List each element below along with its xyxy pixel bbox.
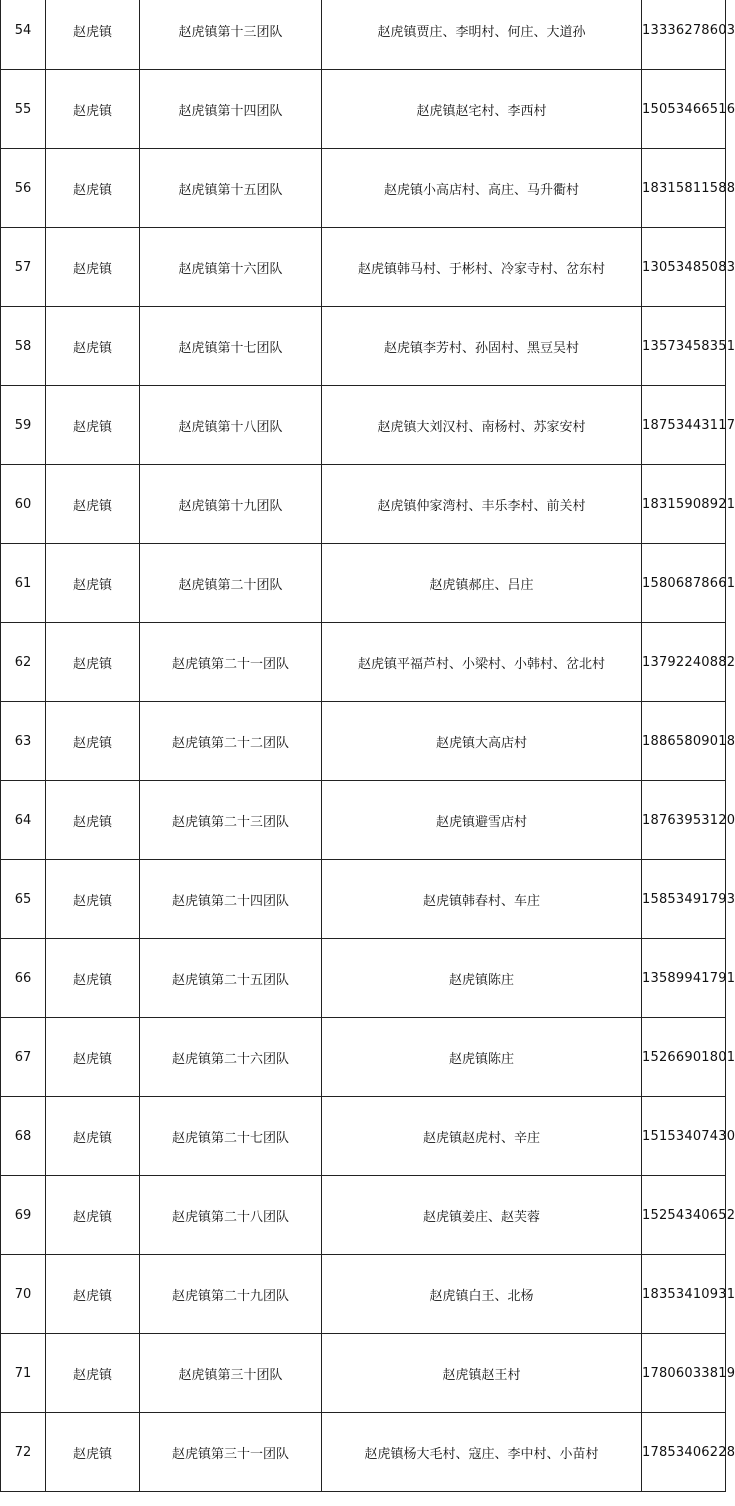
- team-cell: 赵虎镇第十七团队: [140, 307, 322, 386]
- service-area-cell: 赵虎镇仲家湾村、丰乐李村、前关村: [322, 465, 642, 544]
- service-area-cell: 赵虎镇韩春村、车庄: [322, 860, 642, 939]
- team-cell: 赵虎镇第十九团队: [140, 465, 322, 544]
- phone-cell: 13792240882: [642, 623, 726, 702]
- row-number-cell: 58: [1, 307, 46, 386]
- service-area-cell: 赵虎镇陈庄: [322, 939, 642, 1018]
- town-cell: 赵虎镇: [46, 228, 140, 307]
- row-number-cell: 60: [1, 465, 46, 544]
- row-number-cell: 56: [1, 149, 46, 228]
- team-cell: 赵虎镇第十三团队: [140, 0, 322, 70]
- town-cell: 赵虎镇: [46, 1097, 140, 1176]
- town-cell: 赵虎镇: [46, 623, 140, 702]
- service-area-cell: 赵虎镇赵王村: [322, 1334, 642, 1413]
- table-row: [1, 386, 726, 465]
- row-number-cell: 66: [1, 939, 46, 1018]
- team-cell: 赵虎镇第二十八团队: [140, 1176, 322, 1255]
- town-cell: 赵虎镇: [46, 702, 140, 781]
- service-area-cell: 赵虎镇大高店村: [322, 702, 642, 781]
- row-number-cell: 59: [1, 386, 46, 465]
- town-cell: 赵虎镇: [46, 1334, 140, 1413]
- table-row: [1, 1176, 726, 1255]
- service-area-cell: 赵虎镇大刘汉村、南杨村、苏家安村: [322, 386, 642, 465]
- team-cell: 赵虎镇第十六团队: [140, 228, 322, 307]
- town-cell: 赵虎镇: [46, 860, 140, 939]
- phone-cell: 18753443117: [642, 386, 726, 465]
- phone-cell: 15266901801: [642, 1018, 726, 1097]
- table-row: [1, 70, 726, 149]
- phone-cell: 13336278603: [642, 0, 726, 70]
- town-cell: 赵虎镇: [46, 149, 140, 228]
- service-area-cell: 赵虎镇韩马村、于彬村、冷家寺村、岔东村: [322, 228, 642, 307]
- row-number-cell: 61: [1, 544, 46, 623]
- town-cell: 赵虎镇: [46, 1413, 140, 1492]
- roster-body: [1, 0, 735, 1492]
- phone-cell: 18353410931: [642, 1255, 726, 1334]
- service-area-cell: 赵虎镇小高店村、高庄、马升衢村: [322, 149, 642, 228]
- team-cell: 赵虎镇第二十三团队: [140, 781, 322, 860]
- row-number-cell: 57: [1, 228, 46, 307]
- service-area-cell: 赵虎镇郝庄、吕庄: [322, 544, 642, 623]
- town-cell: 赵虎镇: [46, 307, 140, 386]
- town-cell: 赵虎镇: [46, 544, 140, 623]
- phone-cell: 15254340652: [642, 1176, 726, 1255]
- phone-cell: 18315811588: [642, 149, 726, 228]
- team-cell: 赵虎镇第二十四团队: [140, 860, 322, 939]
- phone-cell: 15853491793: [642, 860, 726, 939]
- team-cell: 赵虎镇第二十六团队: [140, 1018, 322, 1097]
- service-area-cell: 赵虎镇避雪店村: [322, 781, 642, 860]
- phone-cell: 15053466516: [642, 70, 726, 149]
- team-cell: 赵虎镇第二十二团队: [140, 702, 322, 781]
- team-cell: 赵虎镇第十五团队: [140, 149, 322, 228]
- team-cell: 赵虎镇第十四团队: [140, 70, 322, 149]
- table-row: [1, 544, 726, 623]
- team-cell: 赵虎镇第二十团队: [140, 544, 322, 623]
- row-number-cell: 62: [1, 623, 46, 702]
- table-row: [1, 149, 726, 228]
- row-number-cell: 65: [1, 860, 46, 939]
- service-area-cell: 赵虎镇杨大毛村、寇庄、李中村、小苗村: [322, 1413, 642, 1492]
- phone-cell: 17806033819: [642, 1334, 726, 1413]
- row-number-cell: 67: [1, 1018, 46, 1097]
- town-cell: 赵虎镇: [46, 465, 140, 544]
- row-number-cell: 69: [1, 1176, 46, 1255]
- team-cell: 赵虎镇第三十一团队: [140, 1413, 322, 1492]
- table-row: [1, 1097, 726, 1176]
- table-row: [1, 1255, 726, 1334]
- table-row: [1, 623, 726, 702]
- table-row: [1, 860, 726, 939]
- row-number-cell: 68: [1, 1097, 46, 1176]
- town-cell: 赵虎镇: [46, 70, 140, 149]
- table-row: [1, 781, 726, 860]
- table-row: [1, 228, 726, 307]
- service-area-cell: 赵虎镇赵宅村、李西村: [322, 70, 642, 149]
- team-cell: 赵虎镇第二十七团队: [140, 1097, 322, 1176]
- service-area-cell: 赵虎镇贾庄、李明村、何庄、大道孙: [322, 0, 642, 70]
- service-area-cell: 赵虎镇赵虎村、辛庄: [322, 1097, 642, 1176]
- row-number-cell: 71: [1, 1334, 46, 1413]
- town-cell: 赵虎镇: [46, 1255, 140, 1334]
- town-cell: 赵虎镇: [46, 0, 140, 70]
- town-cell: 赵虎镇: [46, 1176, 140, 1255]
- phone-cell: 18315908921: [642, 465, 726, 544]
- row-number-cell: 54: [1, 0, 46, 70]
- town-cell: 赵虎镇: [46, 939, 140, 1018]
- phone-cell: 15153407430: [642, 1097, 726, 1176]
- phone-cell: 13589941791: [642, 939, 726, 1018]
- row-number-cell: 63: [1, 702, 46, 781]
- team-cell: 赵虎镇第三十团队: [140, 1334, 322, 1413]
- phone-cell: 13053485083: [642, 228, 726, 307]
- town-cell: 赵虎镇: [46, 1018, 140, 1097]
- phone-cell: 13573458351: [642, 307, 726, 386]
- table-row: [1, 0, 726, 70]
- team-cell: 赵虎镇第二十九团队: [140, 1255, 322, 1334]
- table-row: [1, 1334, 726, 1413]
- row-number-cell: 55: [1, 70, 46, 149]
- team-cell: 赵虎镇第二十五团队: [140, 939, 322, 1018]
- table-row: [1, 307, 726, 386]
- table-row: [1, 1018, 726, 1097]
- phone-cell: 18763953120: [642, 781, 726, 860]
- phone-cell: 17853406228: [642, 1413, 726, 1492]
- service-area-cell: 赵虎镇平福芦村、小梁村、小韩村、岔北村: [322, 623, 642, 702]
- team-cell: 赵虎镇第十八团队: [140, 386, 322, 465]
- table-row: [1, 702, 726, 781]
- row-number-cell: 70: [1, 1255, 46, 1334]
- town-cell: 赵虎镇: [46, 386, 140, 465]
- table-row: [1, 939, 726, 1018]
- team-cell: 赵虎镇第二十一团队: [140, 623, 322, 702]
- service-area-cell: 赵虎镇李芳村、孙固村、黑豆吴村: [322, 307, 642, 386]
- service-area-cell: 赵虎镇姜庄、赵芙蓉: [322, 1176, 642, 1255]
- phone-cell: 18865809018: [642, 702, 726, 781]
- service-area-cell: 赵虎镇陈庄: [322, 1018, 642, 1097]
- town-cell: 赵虎镇: [46, 781, 140, 860]
- phone-cell: 15806878661: [642, 544, 726, 623]
- service-area-cell: 赵虎镇白王、北杨: [322, 1255, 642, 1334]
- row-number-cell: 64: [1, 781, 46, 860]
- table-row: [1, 1413, 726, 1492]
- table-row: [1, 465, 726, 544]
- row-number-cell: 72: [1, 1413, 46, 1492]
